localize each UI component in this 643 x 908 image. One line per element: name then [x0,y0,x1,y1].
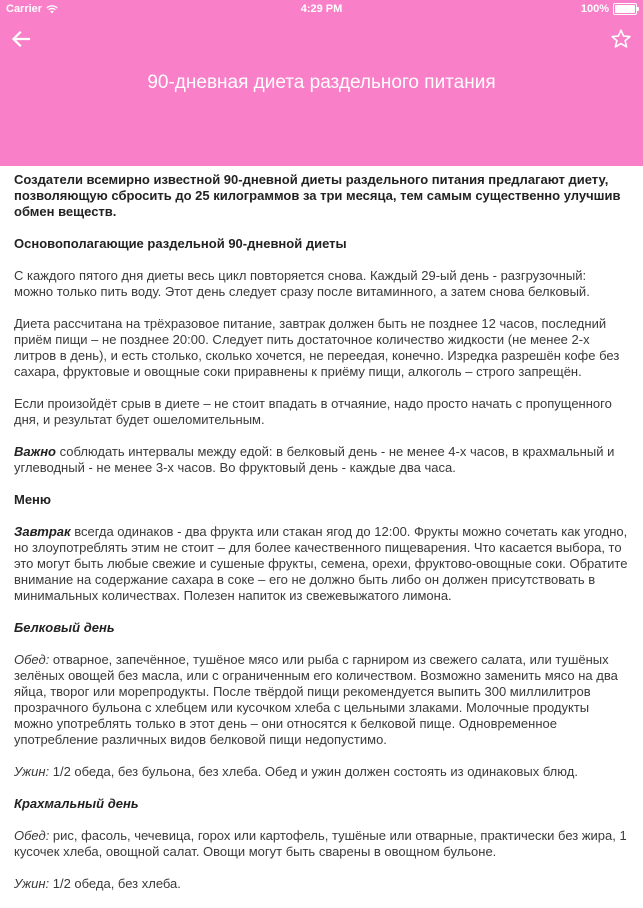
starch-lunch-text: рис, фасоль, чечевица, горох или картофель, тушёные или отварные, практически без жира, 1 кусочек хлеба, овощной салат. Овощи могут быть сварены в овощном бульоне. [14,828,627,859]
paragraph-important [14,444,628,476]
paragraph-protein-dinner [14,764,628,780]
section-heading-starch-day: Крахмальный день [14,796,139,811]
protein-lunch-label: Обед: [14,652,50,667]
battery-percent: 100% [580,3,609,15]
app-header [0,20,643,166]
article-intro: Создатели всемирно известной 90-дневной диеты раздельного питания предлагают диету, позволяющую сбросить до 25 килограммов за три месяца, тем самым существенно улучшив обмен веществ. [14,172,621,219]
paragraph-cycle: С каждого пятого дня диеты весь цикл повторяется снова. Каждый 29-ый день - разгрузочный: можно только пить воду. Этот день следует сразу после витаминного, а затем снова белковый. [14,268,590,299]
section-heading-menu: Меню [14,492,52,507]
breakfast-label: Завтрак [14,524,71,539]
paragraph-protein-lunch [14,652,628,748]
clock: 4:29 PM [300,3,343,15]
section-heading-basics: Основополагающие раздельной 90-дневной диеты [14,236,347,251]
star-outline-icon[interactable] [610,28,632,50]
battery-status [581,3,637,15]
page-title: 90-дневная диета раздельного питания [147,72,496,93]
protein-dinner-text: 1/2 обеда, без бульона, без хлеба. Обед и ужин должен состоять из одинаковых блюд. [49,764,578,779]
protein-dinner-label: Ужин: [14,764,50,779]
starch-dinner-label: Ужин: [14,876,50,891]
status-bar [0,0,643,20]
starch-dinner-text: 1/2 обеда, без хлеба. [49,876,181,891]
article-body [14,172,628,908]
starch-lunch-label: Обед: [14,828,50,843]
protein-lunch-text: отварное, запечённое, тушёное мясо или рыба с гарниром из свежего салата, или тушёных зелёных овощей без масла, или с ограниченным его количеством. Возможно заменить мясо на два яйца, творог или морепродукты. После твёрдой пищи рекомендуется выпить 300 миллилитров прозрачного бульона с хлебцем или кусочком хлеба с цельными злаками. Молочные продукты можно употреблять только в этот день – они относятся к белковой пище. Одновременное употребление различных видов белковой пищи недопустимо. [14,652,618,747]
paragraph-breakfast [14,524,628,604]
breakfast-text: всегда одинаков - два фрукта или стакан ягод до 12:00. Фрукты можно сочетать как угодно, но злоупотреблять этим не стоит – для более качественного пищеварения. Что касается выбора, то это могут быть любые свежие и сушеные фрукты, семена, орехи, фруктово-овощные соки. Обратите внимание на содержание сахара в соке – его не должно быть либо он должен присутствовать в минимальных количествах. Полезен напиток из свежевыжатого лимона. [14,524,628,603]
important-text: соблюдать интервалы между едой: в белковый день - не менее 4-х часов, в крахмальный и углеводный - не менее 3-х часов. Во фруктовый день - каждые два часа. [14,444,615,475]
section-heading-protein-day: Белковый день [14,620,115,635]
paragraph-breakdown: Если произойдёт срыв в диете – не стоит впадать в отчаяние, надо просто начать с пропущенного дня, и результат будет ошеломительным. [14,396,612,427]
important-label: Важно [14,444,56,459]
paragraph-starch-dinner [14,876,628,892]
paragraph-meals: Диета рассчитана на трёхразовое питание, завтрак должен быть не позднее 12 часов, последний приём пищи – не позднее 20:00. Следует пить достаточное количество жидкости (не менее 2-х литров в день), и есть столько, сколько хочется, не переедая, конечно. Изредка разрешён кофе без сахара, фруктовые и овощные соки приравнены к приёму пищи, алкоголь – строго запрещён. [14,316,620,379]
carrier-label: Carrier [6,3,43,15]
battery-icon [613,3,637,15]
paragraph-starch-lunch [14,828,628,860]
arrow-left-icon[interactable] [10,28,32,50]
